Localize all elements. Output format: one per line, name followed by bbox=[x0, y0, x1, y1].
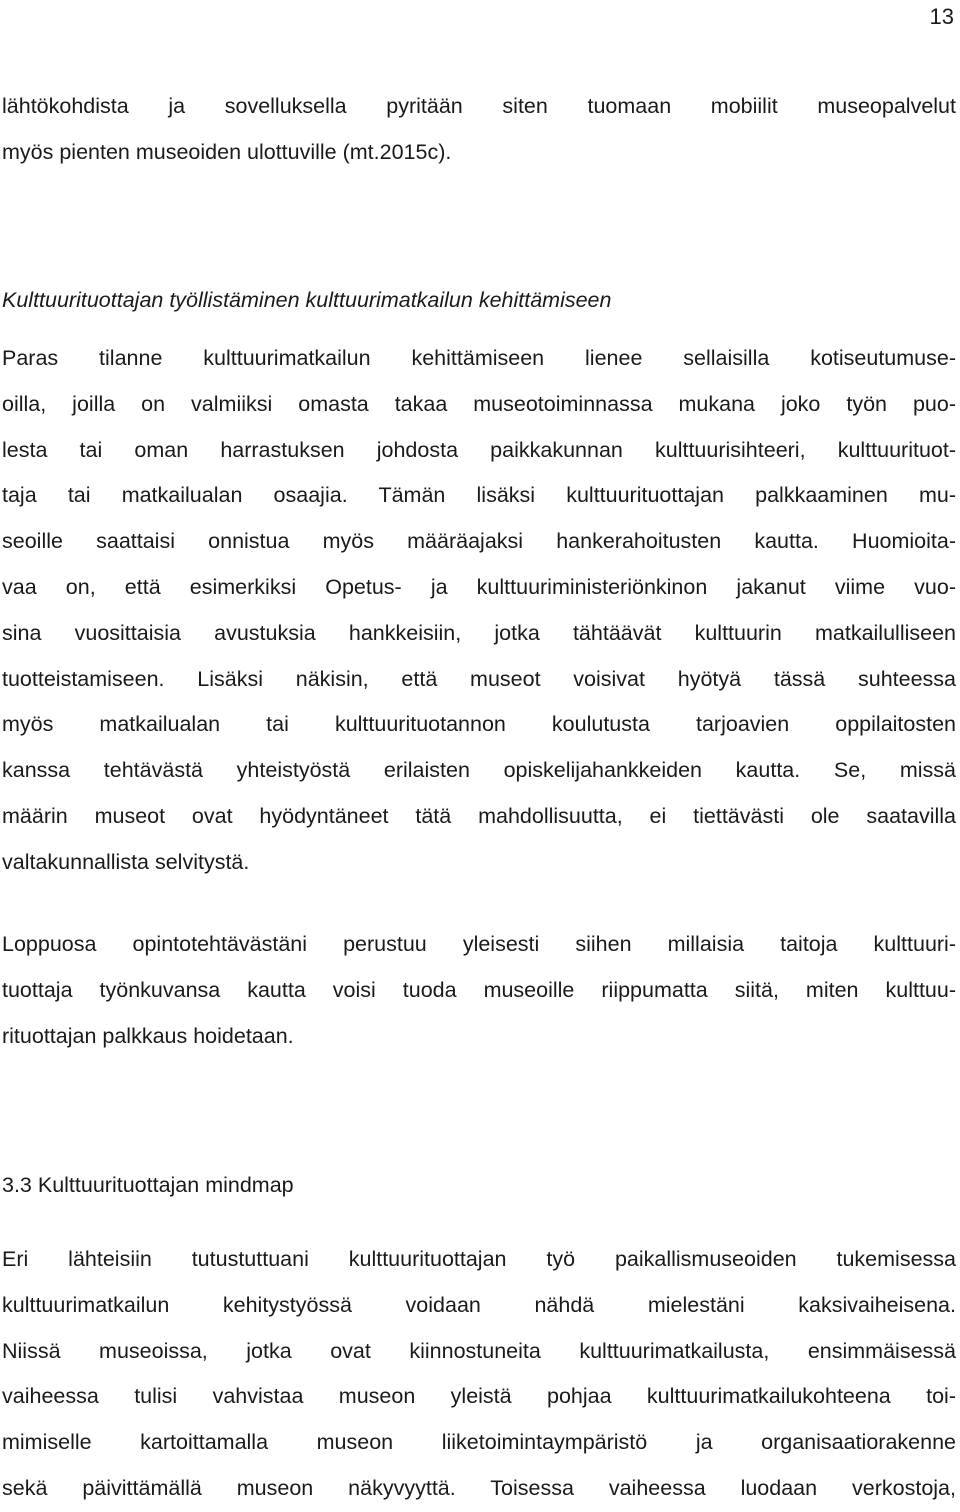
conclusion-paragraph bbox=[2, 922, 956, 1059]
text-line: lesta tai oman harrastuksen johdosta paikkakunnan kulttuurisihteeri, kulttuurituot- bbox=[2, 437, 956, 462]
text-line: vaa on, että esimerkiksi Opetus- ja kulttuuriministeriönkinon jakanut viime vuo- bbox=[2, 574, 956, 599]
text-line: valtakunnallista selvitystä. bbox=[2, 849, 250, 874]
text-line: lähtökohdista ja sovelluksella pyritään siten tuomaan mobiilit museopalvelut bbox=[2, 94, 956, 118]
employment-paragraph bbox=[2, 336, 956, 886]
text-line: vaiheessa tulisi vahvistaa museon yleistä pohjaa kulttuurimatkailukohteena toi- bbox=[2, 1384, 956, 1409]
section-subheading bbox=[2, 277, 956, 323]
text-line: kulttuurimatkailun kehitystyössä voidaan nähdä mielestäni kaksivaiheisena. bbox=[2, 1292, 956, 1317]
text-line: taja tai matkailualan osaajia. Tämän lisäksi kulttuurituottajan palkkaaminen mu- bbox=[2, 483, 956, 508]
text-line: Eri lähteisiin tutustuttuani kulttuurituottajan työ paikallismuseoiden tukemisessa bbox=[2, 1247, 956, 1271]
text-line: tuottaja työnkuvansa kautta voisi tuoda museoille riippumatta siitä, miten kulttuu- bbox=[2, 977, 956, 1002]
text-line: Paras tilanne kulttuurimatkailun kehittämiseen lienee sellaisilla kotiseutumuse- bbox=[2, 346, 956, 370]
heading-mindmap: 3.3 Kulttuurituottajan mindmap bbox=[2, 1173, 294, 1197]
text-line: kanssa tehtävästä yhteistyöstä erilaisten opiskelijahankkeiden kautta. Se, missä bbox=[2, 758, 956, 783]
subheading-employment: Kulttuurituottajan työllistäminen kulttuurimatkailun kehittämiseen bbox=[2, 288, 612, 312]
text-line: tuotteistamiseen. Lisäksi näkisin, että museot voisivat hyötyä tässä suhteessa bbox=[2, 666, 956, 691]
intro-paragraph bbox=[2, 84, 956, 176]
text-line: sina vuosittaisia avustuksia hankkeisiin, jotka tähtäävät kulttuurin matkailulliseen bbox=[2, 620, 956, 645]
text-line: Loppuosa opintotehtävästäni perustuu yleisesti siihen millaisia taitoja kulttuuri- bbox=[2, 932, 956, 956]
section-heading bbox=[2, 1162, 956, 1208]
text-line: rituottajan palkkaus hoidetaan. bbox=[2, 1023, 294, 1048]
text-line: myös matkailualan tai kulttuurituotannon koulutusta tarjoavien oppilaitosten bbox=[2, 712, 956, 737]
text-line: oilla, joilla on valmiiksi omasta takaa museotoiminnassa mukana joko työn puo- bbox=[2, 391, 956, 416]
mindmap-paragraph bbox=[2, 1237, 956, 1512]
text-line: Niissä museoissa, jotka ovat kiinnostuneita kulttuurimatkailusta, ensimmäisessä bbox=[2, 1338, 956, 1363]
text-line: määrin museot ovat hyödyntäneet tätä mahdollisuutta, ei tiettävästi ole saatavilla bbox=[2, 803, 956, 828]
text-line: sekä päivittämällä museon näkyvyyttä. Toisessa vaiheessa luodaan verkostoja, bbox=[2, 1475, 956, 1500]
text-line: seoille saattaisi onnistua myös määräajaksi hankerahoitusten kautta. Huomioita- bbox=[2, 529, 956, 554]
text-line: mimiselle kartoittamalla museon liiketoimintaympäristö ja organisaatiorakenne bbox=[2, 1430, 956, 1455]
page-number: 13 bbox=[929, 4, 954, 29]
text-line: myös pienten museoiden ulottuville (mt.2015c). bbox=[2, 139, 452, 164]
